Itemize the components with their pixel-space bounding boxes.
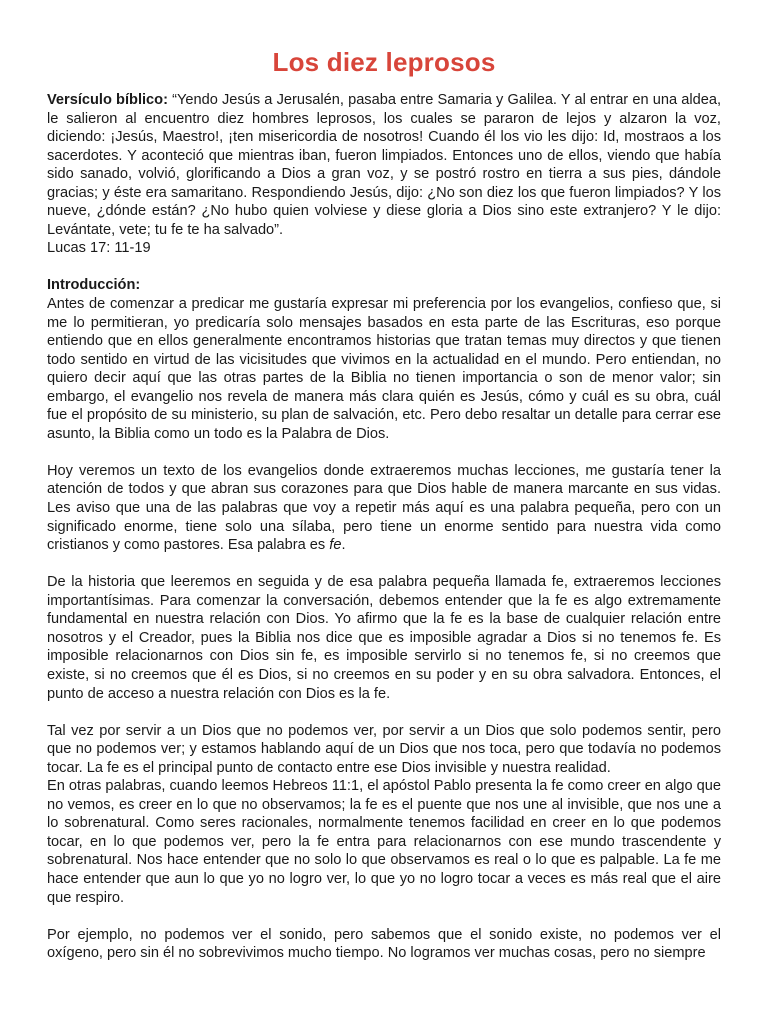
intro-paragraph-4: Tal vez por servir a un Dios que no podemos ver, por servir a un Dios que solo podemos sentir, pero que no podemos ver; y estamos hablando aquí de un Dios que nos toca, pero que todavía no podemos tocar. La fe es el principal punto de contacto entre ese Dios invisible y nuestra realidad. xyxy=(47,722,721,776)
document-title: Los diez leprosos xyxy=(272,47,496,77)
document-body xyxy=(47,91,721,963)
intro-paragraph-1: Antes de comenzar a predicar me gustaría expresar mi preferencia por los evangelios, confieso que, si me lo permitieran, yo predicaría solo mensajes basados en esta parte de las Escrituras, eso porque entiendo que en ellos generalmente encontramos historias que tratan temas muy directos y que tienen todo sentido en virtud de las vicisitudes que vivimos en la actualidad en el mundo. Pero entiendan, no quiero decir aquí que las otras partes de la Biblia no tienen importancia o son de menor valor; sin embargo, el evangelio nos revela de manera más clara quién es Jesús, cómo y cuál es su obra, cuál fue el propósito de su ministerio, su plan de salvación, etc. Pero debo resaltar un detalle para cerrar ese asunto, la Biblia como un todo es la Palabra de Dios. xyxy=(47,296,721,442)
verse-label-separator: : xyxy=(163,92,168,108)
verse-text: “Yendo Jesús a Jerusalén, pasaba entre Samaria y Galilea. Y al entrar en una aldea, le salieron al encuentro diez hombres leprosos, los cuales se pararon de lejos y alzaron la voz, diciendo: ¡Jesús, Maestro!, ¡ten misericordia de nosotros! Cuando él los vio les dijo: Id, mostraos a los sacerdotes. Y aconteció que mientras iban, fueron limpiados. Entonces uno de ellos, viendo que había sido sanado, volvió, glorificando a Dios a gran voz, y se postró rostro en tierra a sus pies, dándole gracias; y éste era samaritano. Respondiendo Jesús, dijo: ¿No son diez los que fueron limpiados? Y los nueve, ¿dónde están? ¿No hubo quien volviese y diese gloria a Dios sino este extranjero? Y le dijo: Levántate, vete; tu fe te ha salvado”. xyxy=(47,92,721,238)
paragraph-gap xyxy=(47,258,721,277)
intro-paragraph-6: Por ejemplo, no podemos ver el sonido, pero sabemos que el sonido existe, no podemos ver el oxígeno, pero sin él no sobrevivimos mucho tiempo. No logramos ver muchas cosas, pero no siempre xyxy=(47,926,721,962)
intro-paragraph-3: De la historia que leeremos en seguida y de esa palabra pequeña llamada fe, extraeremos lecciones importantísimas. Para comenzar la conversación, debemos entender que la fe es algo extremamente fundamental en nuestra relación con Dios. Yo afirmo que la fe es la base de cualquier relación entre nosotros y el Creador, pues la Biblia nos dice que es imposible agradar a Dios si no tenemos fe. Es imposible relacionarnos con Dios sin fe, es imposible servirlo si no tenemos fe, si no creemos que existe, si no creemos que él es Dios, si no creemos en su poder y en su obra salvadora. Entonces, el punto de acceso a nuestra relación con Dios es la fe. xyxy=(47,574,721,702)
intro-heading: Introducción: xyxy=(47,277,141,294)
intro-paragraph-2 xyxy=(47,462,721,555)
intro-paragraph-5: En otras palabras, cuando leemos Hebreos 11:1, el apóstol Pablo presenta la fe como creer en algo que no vemos, es creer en lo que no observamos; la fe es el puente que nos une al invisible, que nos une a lo sobrenatural. Como seres racionales, normalmente tenemos facilidad en creer en lo que podemos tocar, en lo que podemos ver, pero la fe entra para relacionarnos con ese mundo trascendente y sobrenatural. Nos hace entender que no solo lo que observamos es real o lo que es palpable. La fe me hace entender que aun lo que yo no logro ver, lo que yo no logro tocar a veces es más real que el aire que respiro. xyxy=(47,778,721,906)
paragraph-2-text: Hoy veremos un texto de los evangelios donde extraeremos muchas lecciones, me gustaría tener la atención de todos y que abran sus corazones para que Dios hable de manera marcante en sus vidas. Les aviso que una de las palabras que voy a repetir más aquí es una palabra pequeña, pero con un significado enorme, tiene solo una sílaba, pero tiene un enorme sentido para nuestra vida como cristianos y como pastores. Esa palabra es xyxy=(47,462,721,554)
paragraph-gap xyxy=(47,555,721,574)
paragraph-gap xyxy=(47,443,721,462)
paragraph-gap xyxy=(47,703,721,722)
faith-emphasis: fe xyxy=(329,537,342,554)
paragraph-gap xyxy=(47,907,721,926)
verse-label: Versículo bíblico xyxy=(47,92,164,108)
verse-paragraph xyxy=(47,91,721,239)
verse-reference: Lucas 17: 11-19 xyxy=(47,240,151,257)
paragraph-2-end: . xyxy=(341,537,346,554)
